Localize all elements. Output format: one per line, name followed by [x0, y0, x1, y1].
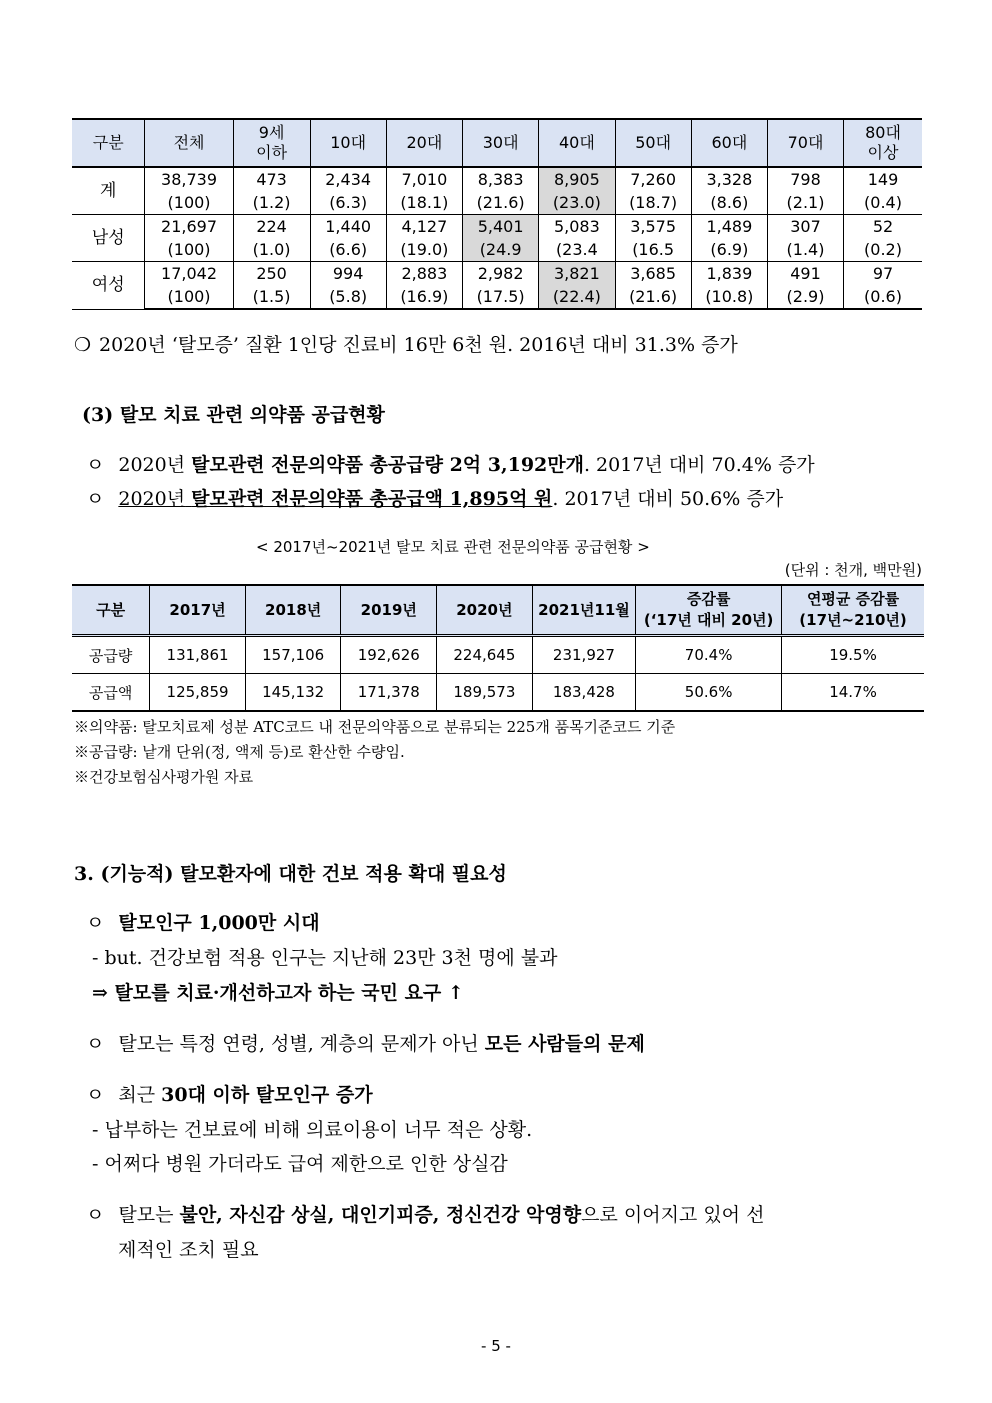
- age-table-header-cell: 30대: [463, 119, 539, 167]
- count-cell: 5,401: [463, 215, 539, 239]
- percent-cell: (0.2): [843, 238, 922, 262]
- table-row: [72, 238, 922, 262]
- count-cell: 38,739: [145, 167, 233, 191]
- percent-cell: (16.5: [615, 238, 691, 262]
- count-cell: 8,383: [463, 167, 539, 191]
- section-heading-supply: (3) 탈모 치료 관련 의약품 공급현황: [82, 404, 385, 426]
- count-cell: 149: [843, 167, 922, 191]
- percent-cell: (8.6): [691, 191, 767, 215]
- bullet-marker: ㅇ: [86, 488, 105, 510]
- percent-cell: (23.0): [539, 191, 615, 215]
- percent-cell: (1.2): [233, 191, 310, 215]
- count-cell: 4,127: [386, 215, 462, 239]
- value-cell: 14.7%: [782, 674, 924, 712]
- table-unit: (단위 : 천개, 백만원): [784, 561, 922, 579]
- supply-table-header-cell: 연평균 증감률 (17년~210년): [782, 585, 924, 636]
- percent-cell: (100): [145, 285, 233, 309]
- age-table-header-cell: 구분: [72, 119, 145, 167]
- count-cell: 224: [233, 215, 310, 239]
- bullet-treatment-cost: ❍ 2020년 ‘탈모증’ 질환 1인당 진료비 16만 6천 원. 2016년 대비 31.3% 증가: [74, 334, 738, 356]
- percent-cell: (18.7): [615, 191, 691, 215]
- age-table-header-cell: 60대: [691, 119, 767, 167]
- supply-table-header-cell: 2019년: [341, 585, 437, 636]
- count-cell: 1,489: [691, 215, 767, 239]
- percent-cell: (16.9): [386, 285, 462, 309]
- count-cell: 7,260: [615, 167, 691, 191]
- row-label: 계: [72, 167, 145, 215]
- table-row: [72, 262, 922, 286]
- bullet-marker: ㅇ: [86, 912, 105, 934]
- count-cell: 2,434: [310, 167, 386, 191]
- count-cell: 21,697: [145, 215, 233, 239]
- bullet-supply-amount: ㅇ 2020년 탈모관련 전문의약품 총공급액 1,895억 원. 2017년 대비 50.6% 증가: [86, 488, 784, 510]
- bullet-supply-quantity: ㅇ 2020년 탈모관련 전문의약품 총공급량 2억 3,192만개. 2017년 대비 70.4% 증가: [86, 454, 815, 476]
- supply-table-header-cell: 구분: [72, 585, 150, 636]
- age-table-header-cell: 80대 이상: [843, 119, 922, 167]
- age-table-header-cell: 50대: [615, 119, 691, 167]
- bullet-mental-health-cont: 제적인 조치 필요: [118, 1239, 259, 1261]
- value-cell: 224,645: [437, 636, 533, 674]
- percent-cell: (6.9): [691, 238, 767, 262]
- percent-cell: (17.5): [463, 285, 539, 309]
- value-cell: 183,428: [532, 674, 636, 712]
- count-cell: 2,982: [463, 262, 539, 286]
- sub-premium-usage: - 납부하는 건보료에 비해 의료이용이 너무 적은 상황.: [92, 1119, 533, 1141]
- supply-table-header-row: [72, 585, 924, 636]
- table-row: [72, 191, 922, 215]
- percent-cell: (23.4: [539, 238, 615, 262]
- bullet-marker: ㅇ: [86, 1033, 105, 1055]
- value-cell: 171,378: [341, 674, 437, 712]
- row-label: 공급량: [72, 636, 150, 674]
- percent-cell: (22.4): [539, 285, 615, 309]
- arrow-public-demand: ⇒ 탈모를 치료·개선하고자 하는 국민 요구 ↑: [92, 982, 464, 1004]
- count-cell: 2,883: [386, 262, 462, 286]
- value-cell: 231,927: [532, 636, 636, 674]
- supply-table-header-cell: 증감률 (‘17년 대비 20년): [636, 585, 782, 636]
- value-cell: 19.5%: [782, 636, 924, 674]
- table-row: [72, 215, 922, 239]
- percent-cell: (6.6): [310, 238, 386, 262]
- supply-table-header-cell: 2017년: [150, 585, 246, 636]
- bullet-everyone-problem: ㅇ 탈모는 특정 연령, 성별, 계층의 문제가 아닌 모든 사람들의 문제: [86, 1033, 645, 1055]
- table-row: [72, 167, 922, 191]
- count-cell: 8,905: [539, 167, 615, 191]
- sub-benefit-limit: - 어쩌다 병원 가더라도 급여 제한으로 인한 상실감: [92, 1153, 508, 1175]
- count-cell: 3,575: [615, 215, 691, 239]
- percent-cell: (2.1): [768, 191, 844, 215]
- supply-table: [72, 584, 924, 712]
- bullet-marker: ㅇ: [86, 1204, 105, 1226]
- count-cell: 473: [233, 167, 310, 191]
- age-table-header-cell: 40대: [539, 119, 615, 167]
- table-row: [72, 285, 922, 309]
- note-quantity: ※공급량: 낱개 단위(정, 액제 등)로 환산한 수량임.: [74, 743, 405, 761]
- percent-cell: (2.9): [768, 285, 844, 309]
- count-cell: 17,042: [145, 262, 233, 286]
- bullet-young-increase: ㅇ 최근 30대 이하 탈모인구 증가: [86, 1084, 373, 1106]
- value-cell: 192,626: [341, 636, 437, 674]
- count-cell: 1,440: [310, 215, 386, 239]
- bullet-mental-health: ㅇ 탈모는 불안, 자신감 상실, 대인기피증, 정신건강 악영향으로 이어지고 있어 선: [86, 1204, 765, 1226]
- count-cell: 97: [843, 262, 922, 286]
- count-cell: 994: [310, 262, 386, 286]
- count-cell: 3,328: [691, 167, 767, 191]
- percent-cell: (21.6): [615, 285, 691, 309]
- value-cell: 189,573: [437, 674, 533, 712]
- percent-cell: (100): [145, 191, 233, 215]
- table-row: [72, 674, 924, 712]
- bullet-marker: ㅇ: [86, 1084, 105, 1106]
- age-table-header-cell: 전체: [145, 119, 233, 167]
- value-cell: 157,106: [245, 636, 341, 674]
- supply-table-header-cell: 2020년: [437, 585, 533, 636]
- percent-cell: (0.6): [843, 285, 922, 309]
- percent-cell: (5.8): [310, 285, 386, 309]
- value-cell: 70.4%: [636, 636, 782, 674]
- count-cell: 307: [768, 215, 844, 239]
- row-label: 여성: [72, 262, 145, 310]
- value-cell: 125,859: [150, 674, 246, 712]
- count-cell: 250: [233, 262, 310, 286]
- percent-cell: (0.4): [843, 191, 922, 215]
- row-label: 남성: [72, 215, 145, 262]
- section-heading-main: 3. (기능적) 탈모환자에 대한 건보 적용 확대 필요성: [74, 863, 507, 885]
- percent-cell: (18.1): [386, 191, 462, 215]
- percent-cell: (1.4): [768, 238, 844, 262]
- age-table-header-cell: 9세 이하: [233, 119, 310, 167]
- page-number: - 5 -: [481, 1337, 511, 1355]
- note-source: ※건강보험심사평가원 자료: [74, 768, 254, 786]
- age-table-header-cell: 70대: [768, 119, 844, 167]
- value-cell: 145,132: [245, 674, 341, 712]
- count-cell: 798: [768, 167, 844, 191]
- count-cell: 7,010: [386, 167, 462, 191]
- percent-cell: (10.8): [691, 285, 767, 309]
- count-cell: 3,685: [615, 262, 691, 286]
- count-cell: 491: [768, 262, 844, 286]
- value-cell: 131,861: [150, 636, 246, 674]
- age-table-header-cell: 20대: [386, 119, 462, 167]
- value-cell: 50.6%: [636, 674, 782, 712]
- percent-cell: (21.6): [463, 191, 539, 215]
- circle-bullet-icon: ❍: [74, 334, 92, 356]
- percent-cell: (6.3): [310, 191, 386, 215]
- note-drug: ※의약품: 탈모치료제 성분 ATC코드 내 전문의약품으로 분류되는 225개 품목기준코드 기준: [74, 718, 676, 736]
- percent-cell: (1.5): [233, 285, 310, 309]
- table-caption: < 2017년~2021년 탈모 치료 관련 전문의약품 공급현황 >: [256, 538, 650, 556]
- bullet-hairloss-population: ㅇ 탈모인구 1,000만 시대: [86, 912, 320, 934]
- age-distribution-table: [72, 118, 922, 310]
- percent-cell: (24.9: [463, 238, 539, 262]
- table-row: [72, 636, 924, 674]
- count-cell: 1,839: [691, 262, 767, 286]
- percent-cell: (19.0): [386, 238, 462, 262]
- bullet-marker: ㅇ: [86, 454, 105, 476]
- percent-cell: (1.0): [233, 238, 310, 262]
- age-table-header-cell: 10대: [310, 119, 386, 167]
- sub-insurance-coverage: - but. 건강보험 적용 인구는 지난해 23만 3천 명에 불과: [92, 947, 558, 969]
- row-label: 공급액: [72, 674, 150, 712]
- supply-table-header-cell: 2021년11월: [532, 585, 636, 636]
- count-cell: 52: [843, 215, 922, 239]
- count-cell: 3,821: [539, 262, 615, 286]
- percent-cell: (100): [145, 238, 233, 262]
- supply-table-header-cell: 2018년: [245, 585, 341, 636]
- age-table-header-row: [72, 119, 922, 167]
- count-cell: 5,083: [539, 215, 615, 239]
